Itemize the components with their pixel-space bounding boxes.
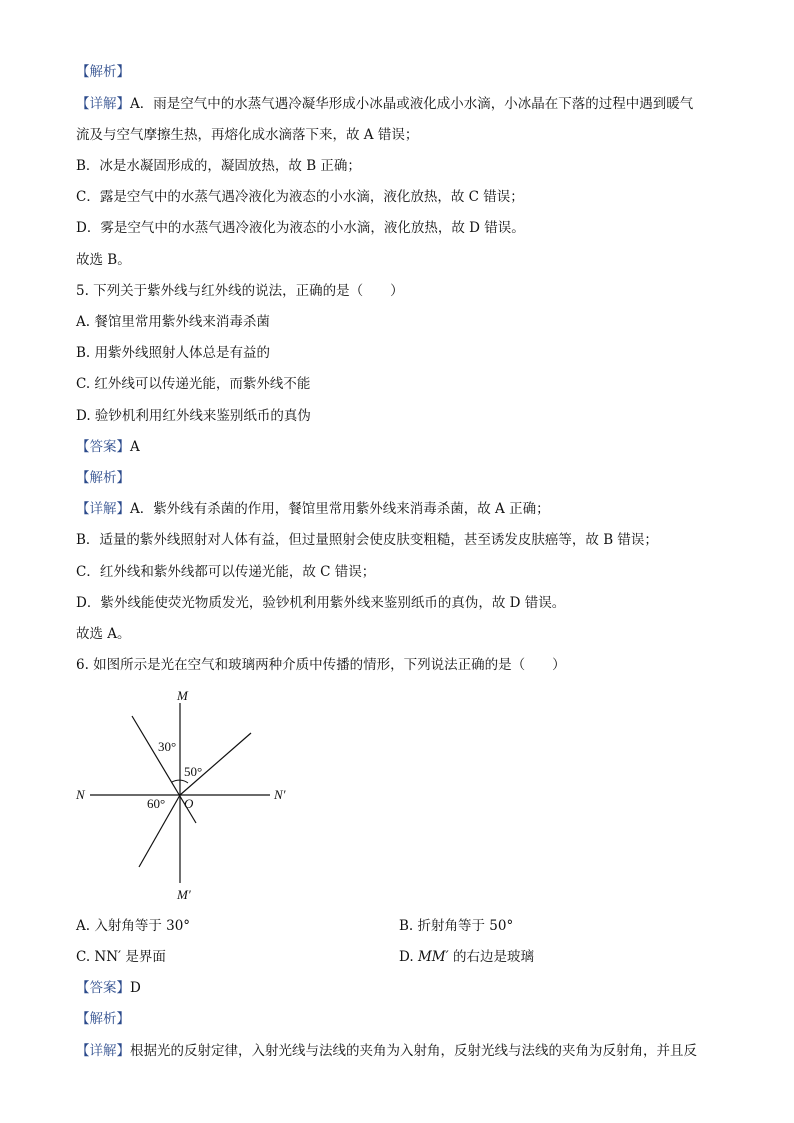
q6-option-d-prefix: D. (399, 949, 418, 965)
q5-detail-b: B．适量的紫外线照射对人体有益，但过量照射会使皮肤变粗糙，甚至诱发皮肤癌等，故 B 错误； (76, 532, 658, 548)
label-angle-30: 30° (158, 739, 177, 754)
label-m-prime: M′ (177, 887, 191, 902)
q5-detail-tag: 【详解】 (76, 501, 130, 517)
q5-detail-c: C．红外线和紫外线都可以传递光能，故 C 错误； (76, 564, 376, 580)
q4-detail-d: D．雾是空气中的水蒸气遇冷液化为液态的小水滴，液化放热，故 D 错误。 (76, 220, 525, 236)
q6-detail-tag: 【详解】 (76, 1043, 130, 1059)
q6-analysis-tag: 【解析】 (76, 1011, 130, 1027)
label-m: M (177, 688, 188, 703)
q6-option-b: B. 折射角等于 50° (399, 918, 514, 934)
q5-option-b: B. 用紫外线照射人体总是有益的 (76, 345, 271, 361)
q6-answer (76, 979, 141, 997)
label-n-prime: N′ (274, 787, 286, 802)
q6-detail-1: 根据光的反射定律，入射光线与法线的夹角为入射角，反射光线与法线的夹角为反射角，并且反 (130, 1043, 697, 1059)
q5-detail-a-line (76, 500, 550, 518)
q5-detail-d: D．紫外线能使荧光物质发光，验钞机利用紫外线来鉴别纸币的真伪，故 D 错误。 (76, 595, 566, 611)
q5-option-d: D. 验钞机利用红外线来鉴别纸币的真伪 (76, 408, 311, 424)
q6-answer-value: D (130, 980, 141, 996)
q6-option-c: C. NN′ 是界面 (76, 949, 166, 965)
q4-detail-a-line1 (76, 95, 693, 113)
q4-analysis-tag: 【解析】 (76, 64, 130, 80)
q4-detail-c: C．露是空气中的水蒸气遇冷液化为液态的小水滴，液化放热，故 C 错误； (76, 189, 524, 205)
q4-conclusion: 故选 B。 (76, 252, 131, 268)
label-angle-60: 60° (147, 796, 166, 811)
q4-detail-tag: 【详解】 (76, 96, 130, 112)
q4-detail-a-line2: 流及与空气摩擦生热，再熔化成水滴落下来，故 A 错误； (76, 127, 419, 143)
q5-option-a: A. 餐馆里常用紫外线来消毒杀菌 (76, 314, 270, 330)
q6-option-d-suffix: 的右边是玻璃 (448, 949, 534, 965)
q6-detail-line1 (76, 1042, 697, 1060)
label-o: O (184, 796, 194, 811)
q5-answer-tag: 【答案】 (76, 439, 130, 455)
label-n: N (76, 787, 85, 802)
q4-detail-b: B．冰是水凝固形成的，凝固放热，故 B 正确； (76, 158, 361, 174)
q5-answer-value: A (130, 439, 140, 455)
q5-conclusion: 故选 A。 (76, 626, 131, 642)
label-angle-50: 50° (184, 764, 203, 779)
q6-option-d-mm: MM′ (417, 949, 449, 965)
q5-stem: 5. 下列关于紫外线与红外线的说法，正确的是（ ） (76, 283, 404, 299)
q5-detail-a: A．紫外线有杀菌的作用，餐馆里常用紫外线来消毒杀菌，故 A 正确； (130, 501, 550, 517)
q6-option-a: A. 入射角等于 30° (76, 918, 191, 934)
q5-answer (76, 438, 140, 456)
q6-answer-tag: 【答案】 (76, 980, 130, 996)
q6-option-d (399, 948, 534, 966)
q4-detail-a-text1: A．雨是空气中的水蒸气遇冷凝华形成小冰晶或液化成小水滴，小冰晶在下落的过程中遇到暖气 (130, 96, 694, 112)
light-refraction-figure (70, 683, 300, 905)
q5-analysis-tag: 【解析】 (76, 470, 130, 486)
q6-stem: 6. 如图所示是光在空气和玻璃两种介质中传播的情形，下列说法正确的是（ ） (76, 657, 566, 673)
q5-option-c: C. 红外线可以传递光能，而紫外线不能 (76, 376, 311, 392)
